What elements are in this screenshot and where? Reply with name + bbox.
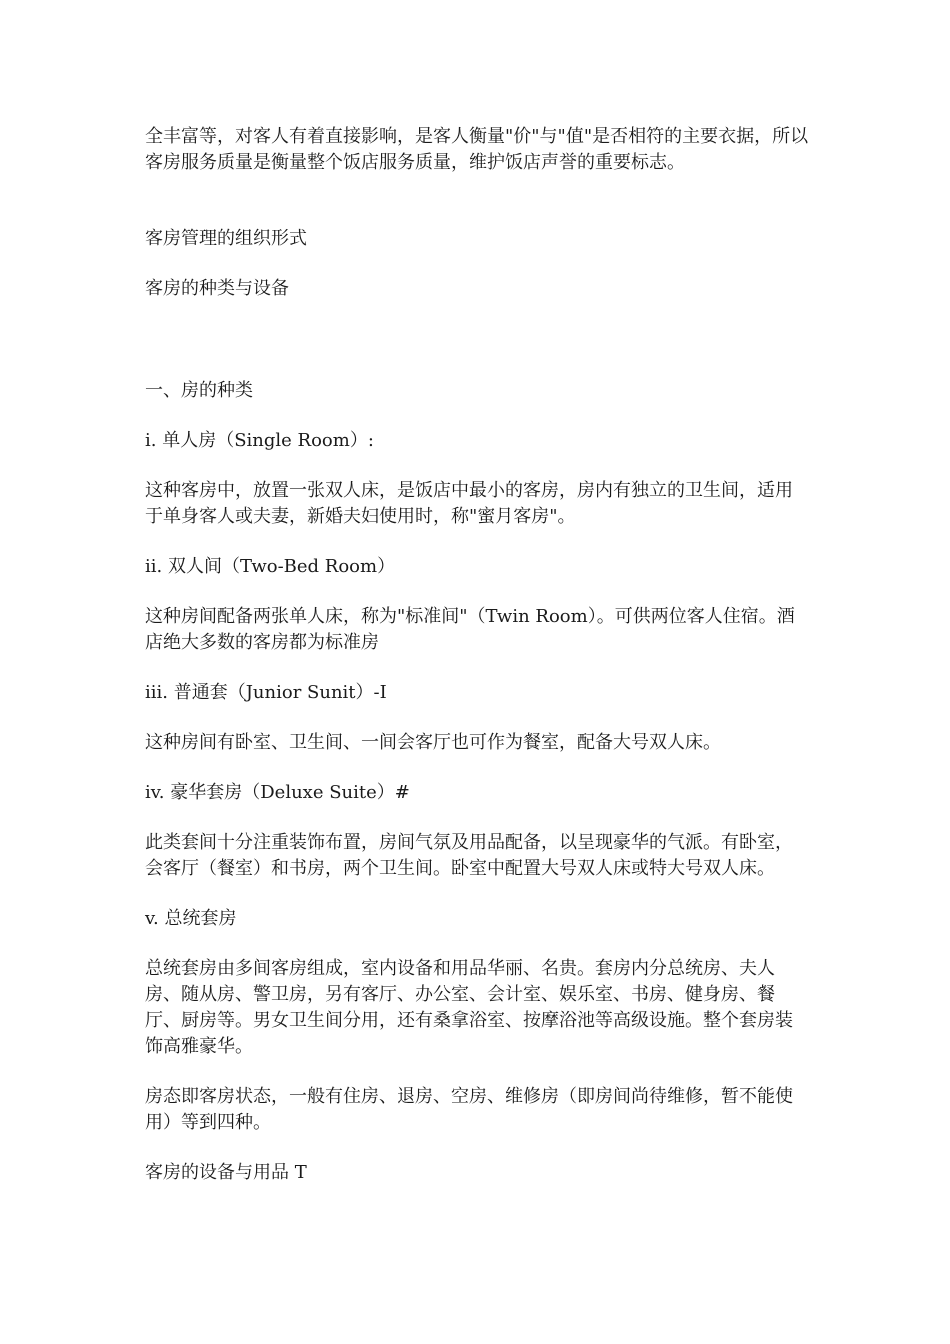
room-status-paragraph: 房态即客房状态，一般有住房、退房、空房、维修房（即房间尚待维修，暂不能使用）等到四种。 xyxy=(145,1086,793,1133)
section-heading-equipment-supplies: 客房的设备与用品 T xyxy=(145,1162,307,1183)
item-heading-single-room: i. 单人房（Single Room）: xyxy=(145,430,374,451)
item-text-deluxe-suite: 此类套间十分注重装饰布置，房间气氛及用品配备，以呈现豪华的气派。有卧室，会客厅（餐室）和书房，两个卫生间。卧室中配置大号双人床或特大号双人床。 xyxy=(145,832,793,879)
item-heading-deluxe-suite: iv. 豪华套房（Deluxe Suite）# xyxy=(145,782,410,803)
item-text-junior-suite: 这种房间有卧室、卫生间、一间会客厅也可作为餐室，配备大号双人床。 xyxy=(145,732,721,753)
section-heading-types-equipment: 客房的种类与设备 xyxy=(145,278,289,299)
intro-paragraph: 全丰富等，对客人有着直接影响，是客人衡量"价"与"值"是否相符的主要衣据，所以客房服务质量是衡量整个饭店服务质量，维护饭店声誉的重要标志。 xyxy=(145,126,809,173)
item-heading-presidential-suite: v. 总统套房 xyxy=(145,908,237,929)
section-heading-organization: 客房管理的组织形式 xyxy=(145,228,307,249)
item-text-single-room: 这种客房中，放置一张双人床，是饭店中最小的客房，房内有独立的卫生间，适用于单身客人或夫妻，新婚夫妇使用时，称"蜜月客房"。 xyxy=(145,480,793,527)
item-heading-junior-suite: iii. 普通套（Junior Sunit）-I xyxy=(145,682,387,703)
subsection-heading-room-types: 一、房的种类 xyxy=(145,380,253,401)
item-text-two-bed-room: 这种房间配备两张单人床，称为"标准间"（Twin Room）。可供两位客人住宿。酒店绝大多数的客房都为标准房 xyxy=(145,606,795,653)
item-text-presidential-suite: 总统套房由多间客房组成，室内设备和用品华丽、名贵。套房内分总统房、夫人房、随从房、警卫房，另有客厅、办公室、会计室、娱乐室、书房、健身房、餐厅、厨房等。男女卫生间分用，还有桑拿浴室、按摩浴池等高级设施。整个套房装饰高雅豪华。 xyxy=(145,958,793,1057)
item-heading-two-bed-room: ii. 双人间（Two-Bed Room） xyxy=(145,556,396,577)
document-body xyxy=(145,124,810,1186)
